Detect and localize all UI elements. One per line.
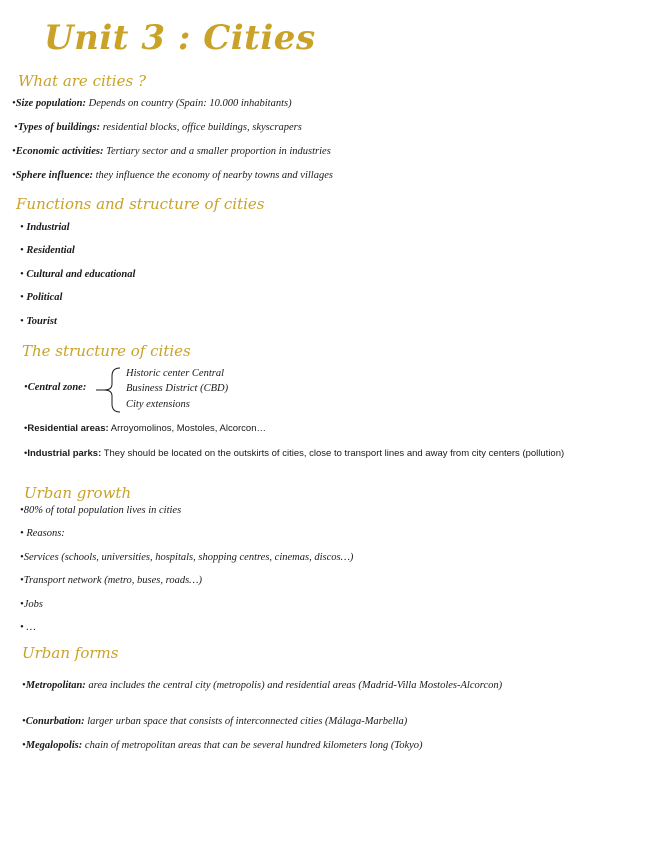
list-item: •Residential areas: Arroyomolinos, Mostoles, Alcorcon… (24, 423, 266, 434)
item-term: Conurbation: (25, 716, 85, 727)
list-item: •Services (schools, universities, hospitals, shopping centres, cinemas, discos…) (20, 552, 354, 563)
item-text: They should be located on the outskirts of cities, close to transport lines and away from city centers (pollution) (101, 448, 565, 459)
item-term: Residential areas: (27, 423, 109, 434)
section-heading-urban-forms: Urban forms (22, 644, 119, 662)
list-item: • Reasons: (20, 528, 65, 539)
item-term: Metropolitan: (25, 680, 86, 691)
list-item: •Industrial parks: They should be located on the outskirts of cities, close to transport lines and away from city centers (pollution) (24, 448, 565, 459)
item-term: Sphere influence: (15, 170, 93, 181)
central-zone-item: Historic center Central (126, 368, 224, 379)
item-term: Industrial (26, 222, 70, 233)
item-text: residential blocks, office buildings, skyscrapers (100, 122, 302, 133)
central-zone-item: City extensions (126, 399, 190, 410)
item-text: Arroyomolinos, Mostoles, Alcorcon… (108, 423, 266, 434)
list-item: •Conurbation: larger urban space that consists of interconnected cities (Málaga-Marbella) (22, 716, 408, 727)
section-heading-functions: Functions and structure of cities (16, 195, 265, 213)
list-item: •Metropolitan: area includes the central city (metropolis) and residential areas (Madrid-Villa Mostoles-Alcorcon) (22, 680, 503, 691)
item-text: area includes the central city (metropolis) and residential areas (Madrid-Villa Mostoles-Alcorcon) (85, 680, 503, 691)
list-item: •Sphere influence: they influence the economy of nearby towns and villages (12, 170, 333, 181)
item-text: chain of metropolitan areas that can be several hundred kilometers long (Tokyo) (82, 740, 423, 751)
page-title: Unit 3 : Cities (44, 18, 316, 58)
brace-icon (94, 366, 124, 414)
list-item: •Size population: Depends on country (Spain: 10.000 inhabitants) (12, 98, 292, 109)
list-item: •Types of buildings: residential blocks, office buildings, skyscrapers (14, 122, 302, 133)
list-item: • Cultural and educational (20, 269, 136, 280)
section-heading-structure: The structure of cities (22, 342, 191, 360)
item-text: they influence the economy of nearby towns and villages (92, 170, 333, 181)
list-item: • … (20, 622, 36, 633)
list-item: •Economic activities: Tertiary sector and a smaller proportion in industries (12, 146, 331, 157)
list-item: • Tourist (20, 316, 57, 327)
central-zone-item: Business District (CBD) (126, 383, 229, 394)
item-term: Economic activities: (15, 146, 104, 157)
item-term: Size population: (15, 98, 86, 109)
item-term: Tourist (26, 316, 57, 327)
section-heading-what-are-cities: What are cities ? (18, 72, 146, 90)
list-item: •80% of total population lives in cities (20, 505, 182, 516)
list-item: •Jobs (20, 599, 43, 610)
item-text: larger urban space that consists of interconnected cities (Málaga-Marbella) (84, 716, 408, 727)
item-text: Depends on country (Spain: 10.000 inhabitants) (86, 98, 292, 109)
item-term: Megalopolis: (25, 740, 83, 751)
list-item: •Megalopolis: chain of metropolitan areas that can be several hundred kilometers long (Tokyo) (22, 740, 423, 751)
list-item: • Political (20, 292, 63, 303)
list-item: • Residential (20, 245, 75, 256)
item-term: Political (26, 292, 63, 303)
item-text: Tertiary sector and a smaller proportion in industries (103, 146, 331, 157)
section-heading-urban-growth: Urban growth (24, 484, 132, 502)
list-item: • Industrial (20, 222, 70, 233)
item-term: Types of buildings: (17, 122, 101, 133)
item-term: Cultural and educational (26, 269, 136, 280)
central-zone-label: •Central zone: (24, 382, 87, 393)
item-term: Residential (26, 245, 75, 256)
list-item: •Transport network (metro, buses, roads…) (20, 575, 203, 586)
item-term: Industrial parks: (27, 448, 102, 459)
